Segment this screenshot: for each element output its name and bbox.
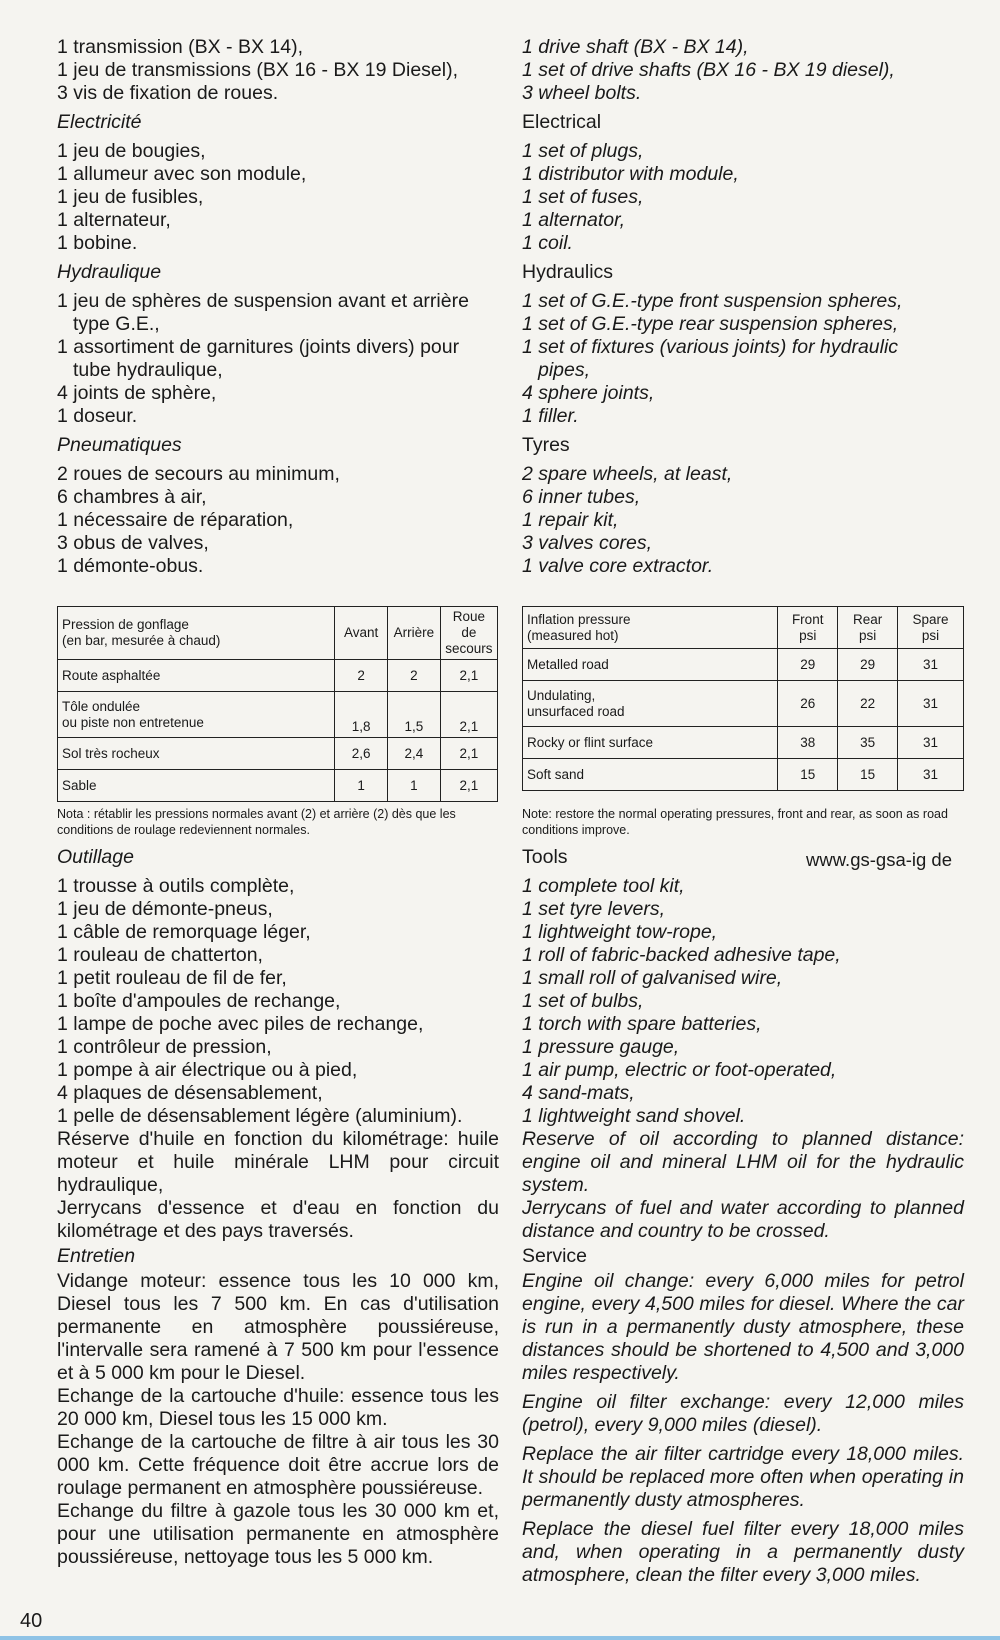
list-item: tube hydraulique,	[73, 359, 223, 381]
list-item: 1 alternator,	[522, 209, 625, 231]
list-item: 1 set of drive shafts (BX 16 - BX 19 diesel),	[522, 59, 895, 81]
list-item: 3 wheel bolts.	[522, 82, 642, 104]
list-item: 6 chambres à air,	[57, 486, 207, 508]
table-cell: Route asphaltée	[58, 660, 335, 692]
list-item: type G.E.,	[73, 313, 160, 335]
list-item: 1 petit rouleau de fil de fer,	[57, 967, 287, 989]
table-cell: 31	[898, 681, 964, 727]
paragraph: Engine oil change: every 6,000 miles for petrol engine, every 4,500 miles for diesel. Where the car is run in a permanently dusty atmosphere, these distances should be shortened to 4,500 and 3,000 miles respectively.	[522, 1270, 964, 1384]
paragraph: Echange de la cartouche d'huile: essence tous les 20 000 km, Diesel tous les 15 000 km.	[57, 1385, 499, 1430]
list-item: 1 jeu de démonte-pneus,	[57, 898, 273, 920]
table-cell: 2	[335, 660, 388, 692]
paragraph: Replace the diesel fuel filter every 18,000 miles and, when operating in a permanently dusty atmosphere, clean the filter every 3,000 miles.	[522, 1518, 964, 1586]
list-item: 1 set tyre levers,	[522, 898, 666, 920]
list-item: 1 repair kit,	[522, 509, 619, 531]
list-item: 1 nécessaire de réparation,	[57, 509, 294, 531]
list-item: 1 distributor with module,	[522, 163, 739, 185]
table-cell: 2	[388, 660, 441, 692]
table-cell: 31	[898, 759, 964, 791]
list-item: 1 filler.	[522, 405, 579, 427]
section-heading-electricite: Electricité	[57, 111, 142, 133]
table-cell: 1	[388, 770, 441, 802]
list-item: 1 pelle de désensablement légère (aluminium).	[57, 1105, 463, 1127]
paragraph: Réserve d'huile en fonction du kilométrage: huile moteur et huile minérale LHM pour circuit hydraulique,	[57, 1128, 499, 1196]
table-cell: Tôle ondulée ou piste non entretenue	[58, 692, 335, 738]
table-header-cell: Rear psi	[838, 607, 898, 649]
section-heading-electrical: Electrical	[522, 111, 602, 133]
table-header-cell: Spare psi	[898, 607, 964, 649]
section-heading-pneumatiques: Pneumatiques	[57, 434, 182, 456]
list-item: 4 joints de sphère,	[57, 382, 217, 404]
list-item: 1 pompe à air électrique ou à pied,	[57, 1059, 358, 1081]
table-header-cell: Avant	[335, 607, 388, 660]
list-item: 1 complete tool kit,	[522, 875, 685, 897]
list-item: 2 spare wheels, at least,	[522, 463, 733, 485]
list-item: 1 assortiment de garnitures (joints divers) pour	[57, 336, 460, 358]
table-cell: Soft sand	[523, 759, 778, 791]
table-header-cell: Pression de gonflage (en bar, mesurée à chaud)	[58, 607, 335, 660]
list-item: 1 coil.	[522, 232, 573, 254]
list-item: 1 set of bulbs,	[522, 990, 644, 1012]
table-cell: Rocky or flint surface	[523, 727, 778, 759]
section-heading-entretien: Entretien	[57, 1245, 136, 1267]
section-heading-tyres: Tyres	[522, 434, 570, 456]
paragraph: Reserve of oil according to planned distance: engine oil and mineral LHM oil for the hydraulic system.	[522, 1128, 964, 1196]
list-item: 1 câble de remorquage léger,	[57, 921, 311, 943]
table-cell: 2,1	[440, 660, 497, 692]
list-item: 6 inner tubes,	[522, 486, 641, 508]
list-item: 4 sphere joints,	[522, 382, 655, 404]
table-cell: 2,1	[440, 692, 497, 738]
table-cell: 1,5	[388, 692, 441, 738]
list-item: 3 valves cores,	[522, 532, 653, 554]
table-header-cell: Front psi	[778, 607, 838, 649]
list-item: 1 lampe de poche avec piles de rechange,	[57, 1013, 424, 1035]
list-item: 3 vis de fixation de roues.	[57, 82, 279, 104]
section-heading-hydraulics: Hydraulics	[522, 261, 614, 283]
website-url: www.gs-gsa-ig de	[806, 849, 953, 870]
table-header-cell: Roue de secours	[440, 607, 497, 660]
list-item: 1 boîte d'ampoules de rechange,	[57, 990, 341, 1012]
list-item: 1 démonte-obus.	[57, 555, 204, 577]
list-item: 1 pressure gauge,	[522, 1036, 680, 1058]
list-item: 1 lightweight tow-rope,	[522, 921, 718, 943]
table-cell: 1	[335, 770, 388, 802]
list-item: 4 plaques de désensablement,	[57, 1082, 323, 1104]
table-cell: 22	[838, 681, 898, 727]
list-item: 1 set of plugs,	[522, 140, 644, 162]
list-item: 1 bobine.	[57, 232, 138, 254]
table-cell: 31	[898, 649, 964, 681]
bottom-edge	[0, 1636, 1000, 1640]
list-item: 1 set of fixtures (various joints) for hydraulic	[522, 336, 899, 358]
paragraph: Echange du filtre à gazole tous les 30 000 km et, pour une utilisation permanente en atmosphère poussiéreuse, nettoyage tous les 5 000 km.	[57, 1500, 499, 1568]
table-cell: 2,6	[335, 738, 388, 770]
list-item: 2 roues de secours au minimum,	[57, 463, 340, 485]
section-heading-service: Service	[522, 1245, 588, 1267]
pressure-table-en	[522, 606, 964, 791]
table-cell: 15	[838, 759, 898, 791]
table-cell: 15	[778, 759, 838, 791]
pressure-table-fr	[57, 606, 498, 802]
table-note-fr: Nota : rétablir les pressions normales avant (2) et arrière (2) dès que les conditions de roulage redeviennent normales.	[57, 807, 456, 837]
list-item: 1 set of fuses,	[522, 186, 644, 208]
list-item: 1 lightweight sand shovel.	[522, 1105, 746, 1127]
paragraph: Vidange moteur: essence tous les 10 000 km, Diesel tous les 7 500 km. En cas d'utilisation permanente en atmosphère poussiéreuse, l'intervalle sera ramené à 7 500 km pour l'essence et à 5 000 km pour le Diesel.	[57, 1270, 499, 1384]
english-column	[522, 36, 964, 578]
table-cell: 31	[898, 727, 964, 759]
list-item: 1 jeu de transmissions (BX 16 - BX 19 Diesel),	[57, 59, 459, 81]
table-cell: 2,1	[440, 770, 497, 802]
table-cell: 26	[778, 681, 838, 727]
list-item: 1 drive shaft (BX - BX 14),	[522, 36, 749, 58]
table-cell: 38	[778, 727, 838, 759]
list-item: 1 torch with spare batteries,	[522, 1013, 762, 1035]
section-heading-tools: Tools	[522, 846, 568, 868]
table-cell: 2,1	[440, 738, 497, 770]
list-item: 1 jeu de bougies,	[57, 140, 206, 162]
table-cell: 29	[838, 649, 898, 681]
list-item: 1 contrôleur de pression,	[57, 1036, 272, 1058]
table-header-cell: Arrière	[388, 607, 441, 660]
list-item: 1 jeu de fusibles,	[57, 186, 204, 208]
list-item: pipes,	[538, 359, 591, 381]
table-cell: Undulating, unsurfaced road	[523, 681, 778, 727]
list-item: 1 jeu de sphères de suspension avant et arrière	[57, 290, 469, 312]
list-item: 1 transmission (BX - BX 14),	[57, 36, 303, 58]
list-item: 3 obus de valves,	[57, 532, 209, 554]
list-item: 4 sand-mats,	[522, 1082, 635, 1104]
table-cell: 29	[778, 649, 838, 681]
paragraph: Engine oil filter exchange: every 12,000 miles (petrol), every 9,000 miles (diesel).	[522, 1391, 964, 1436]
table-note-en: Note: restore the normal operating pressures, front and rear, as soon as road conditions improve.	[522, 807, 948, 837]
list-item: 1 alternateur,	[57, 209, 171, 231]
list-item: 1 small roll of galvanised wire,	[522, 967, 783, 989]
paragraph: Replace the air filter cartridge every 18,000 miles. It should be replaced more often when operating in permanently dusty atmospheres.	[522, 1443, 964, 1511]
paragraph: Jerrycans d'essence et d'eau en fonction du kilométrage et des pays traversés.	[57, 1197, 499, 1242]
list-item: 1 trousse à outils complète,	[57, 875, 295, 897]
table-cell: 2,4	[388, 738, 441, 770]
list-item: 1 set of G.E.-type rear suspension spheres,	[522, 313, 899, 335]
section-heading-outillage: Outillage	[57, 846, 134, 868]
table-cell: 1,8	[335, 692, 388, 738]
list-item: 1 air pump, electric or foot-operated,	[522, 1059, 837, 1081]
list-item: 1 roll of fabric-backed adhesive tape,	[522, 944, 841, 966]
list-item: 1 rouleau de chatterton,	[57, 944, 263, 966]
section-heading-hydraulique: Hydraulique	[57, 261, 162, 283]
table-cell: Sable	[58, 770, 335, 802]
english-column-bottom	[522, 846, 964, 1587]
french-column	[57, 36, 499, 578]
table-cell: Sol très rocheux	[58, 738, 335, 770]
table-header-cell: Inflation pressure (measured hot)	[523, 607, 778, 649]
list-item: 1 set of G.E.-type front suspension spheres,	[522, 290, 903, 312]
list-item: 1 doseur.	[57, 405, 138, 427]
paragraph: Jerrycans of fuel and water according to planned distance and country to be crossed.	[522, 1197, 964, 1242]
list-item: 1 allumeur avec son module,	[57, 163, 307, 185]
french-column-bottom	[57, 846, 499, 1569]
paragraph: Echange de la cartouche de filtre à air tous les 30 000 km. Cette fréquence doit être accrue lors de roulage permanent en atmosphère poussiéreuse.	[57, 1431, 499, 1499]
table-cell: 35	[838, 727, 898, 759]
page-number: 40	[20, 1610, 43, 1632]
list-item: 1 valve core extractor.	[522, 555, 714, 577]
table-cell: Metalled road	[523, 649, 778, 681]
